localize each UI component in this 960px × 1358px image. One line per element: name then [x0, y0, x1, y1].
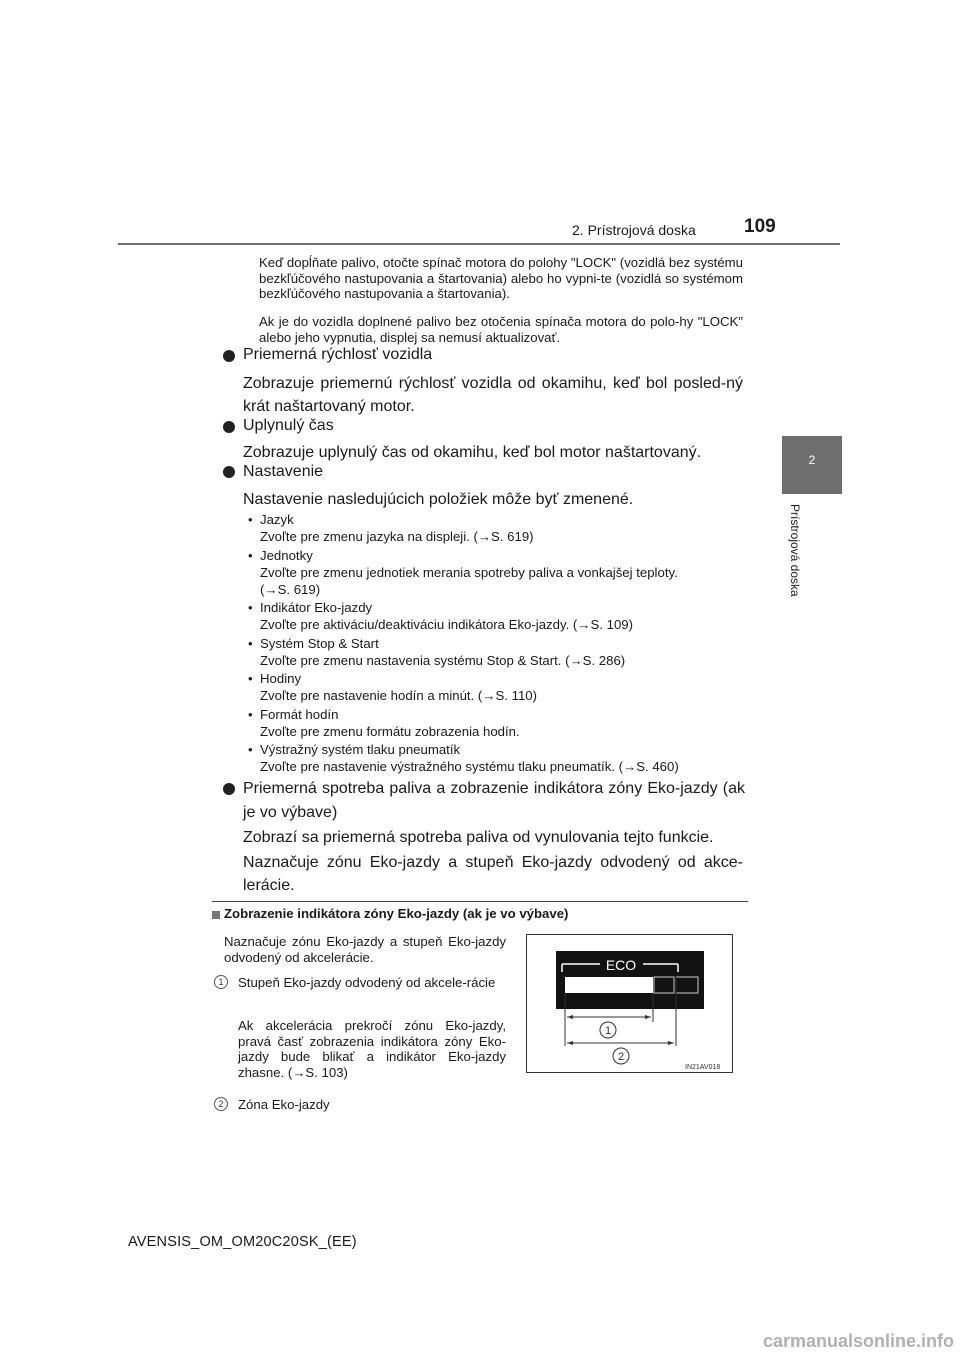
list-item-desc: Zvoľte pre zmenu nastavenia systému Stop & Start. (→S. 286): [260, 653, 626, 668]
list-item-name: Indikátor Eko-jazdy: [260, 600, 373, 615]
note-refuel: Keď dopĺňate palivo, otočte spínač motora do polohy "LOCK" (vozidlá bez systému bezkľúčového nastupovania a štartovania) alebo ho vypni-te (vozidlá so systémom bezkľúčového nastupovania a štartovania).: [259, 255, 743, 302]
callout-2-label: Zóna Eko-jazdy: [238, 1097, 330, 1112]
chapter-tab-number: 2: [808, 453, 816, 467]
item-title-eco: Priemerná spotreba paliva a zobrazenie indikátora zóny Eko-jazdy (ak je vo výbave): [243, 780, 745, 821]
chapter-tab-label: Prístrojová doska: [788, 504, 802, 597]
list-item-name: Formát hodín: [260, 707, 339, 722]
document-code: AVENSIS_OM_OM20C20SK_(EE): [128, 1234, 357, 1250]
list-item-name: Jazyk: [260, 512, 294, 527]
item-desc-eco-2: Naznačuje zónu Eko-jazdy a stupeň Eko-jazdy odvodený od akce-lerácie.: [243, 854, 743, 894]
watermark: carmanualsonline.info: [762, 1331, 954, 1351]
list-item-desc: Zvoľte pre nastavenie hodín a minút. (→S. 110): [260, 688, 538, 703]
item-title-avg-speed: Priemerná rýchlosť vozidla: [243, 346, 433, 363]
callout-number-2: 2: [214, 1097, 228, 1111]
section-square-icon: [212, 911, 220, 919]
eco-indicator-figure: [526, 934, 733, 1073]
item-title-settings: Nastavenie: [243, 463, 324, 480]
list-bullet: •: [248, 636, 253, 651]
list-item-desc: Zvoľte pre zmenu jednotiek merania spotreby paliva a vonkajšej teploty.: [260, 565, 678, 580]
list-bullet: •: [248, 512, 253, 527]
figure-label-1: 1: [604, 1025, 612, 1037]
item-desc-settings: Nastavenie nasledujúcich položiek môže byť zmenené.: [243, 491, 634, 508]
list-item-name: Výstražný systém tlaku pneumatík: [260, 742, 461, 757]
section-divider: [212, 901, 748, 902]
list-bullet: •: [248, 742, 253, 757]
list-bullet: •: [248, 600, 253, 615]
eco-indicator-diagram: [526, 934, 733, 1073]
list-item-desc: Zvoľte pre aktiváciu/deaktiváciu indikátora Eko-jazdy. (→S. 109): [260, 617, 634, 632]
eco-display-text: ECO: [605, 957, 637, 973]
bullet-icon: [223, 350, 235, 362]
list-item-desc: Zvoľte pre zmenu formátu zobrazenia hodín.: [260, 724, 520, 739]
list-bullet: •: [248, 707, 253, 722]
bullet-icon: [223, 466, 235, 478]
item-desc-elapsed: Zobrazuje uplynulý čas od okamihu, keď bol motor naštartovaný.: [243, 444, 702, 461]
list-item-desc: Zvoľte pre nastavenie výstražného systému tlaku pneumatík. (→S. 460): [260, 759, 679, 774]
figure-label-2: 2: [617, 1051, 625, 1063]
item-title-elapsed: Uplynulý čas: [243, 417, 334, 434]
list-item-name: Hodiny: [260, 671, 302, 686]
note-refuel-2: Ak je do vozidla doplnené palivo bez otočenia spínača motora do polo-hy "LOCK" alebo jeho vypnutia, displej sa nemusí aktualizovať.: [259, 314, 743, 345]
item-desc-avg-speed: Zobrazuje priemernú rýchlosť vozidla od okamihu, keď bol posled-ný krát naštartovaný motor.: [243, 375, 743, 415]
eco-intro: Naznačuje zónu Eko-jazdy a stupeň Eko-jazdy odvodený od akcelerácie.: [224, 934, 506, 965]
section-title: 2. Prístrojová doska: [572, 222, 696, 238]
page-number: 109: [744, 216, 776, 237]
figure-code: IN21AV018: [685, 1064, 721, 1071]
list-item-desc: Zvoľte pre zmenu jazyka na displeji. (→S. 619): [260, 529, 534, 544]
callout-number-1: 1: [214, 975, 228, 989]
list-item-desc: (→S. 619): [260, 582, 321, 597]
list-bullet: •: [248, 671, 253, 686]
list-bullet: •: [248, 548, 253, 563]
callout-1-note: Ak akcelerácia prekročí zónu Eko-jazdy, pravá časť zobrazenia indikátora zóny Eko-jazdy bude blikať a indikátor Eko-jazdy zhasne. (→S. 103): [238, 1018, 506, 1080]
list-item-name: Jednotky: [260, 548, 313, 563]
section-heading-eco: Zobrazenie indikátora zóny Eko-jazdy (ak je vo výbave): [224, 906, 569, 921]
bullet-icon: [223, 783, 235, 795]
header-rule: [118, 243, 840, 245]
callout-1-label: Stupeň Eko-jazdy odvodený od akcele-rácie: [238, 975, 496, 990]
bullet-icon: [223, 421, 235, 433]
item-desc-eco-1: Zobrazí sa priemerná spotreba paliva od vynulovania tejto funkcie.: [243, 829, 714, 846]
list-item-name: Systém Stop & Start: [260, 636, 379, 651]
